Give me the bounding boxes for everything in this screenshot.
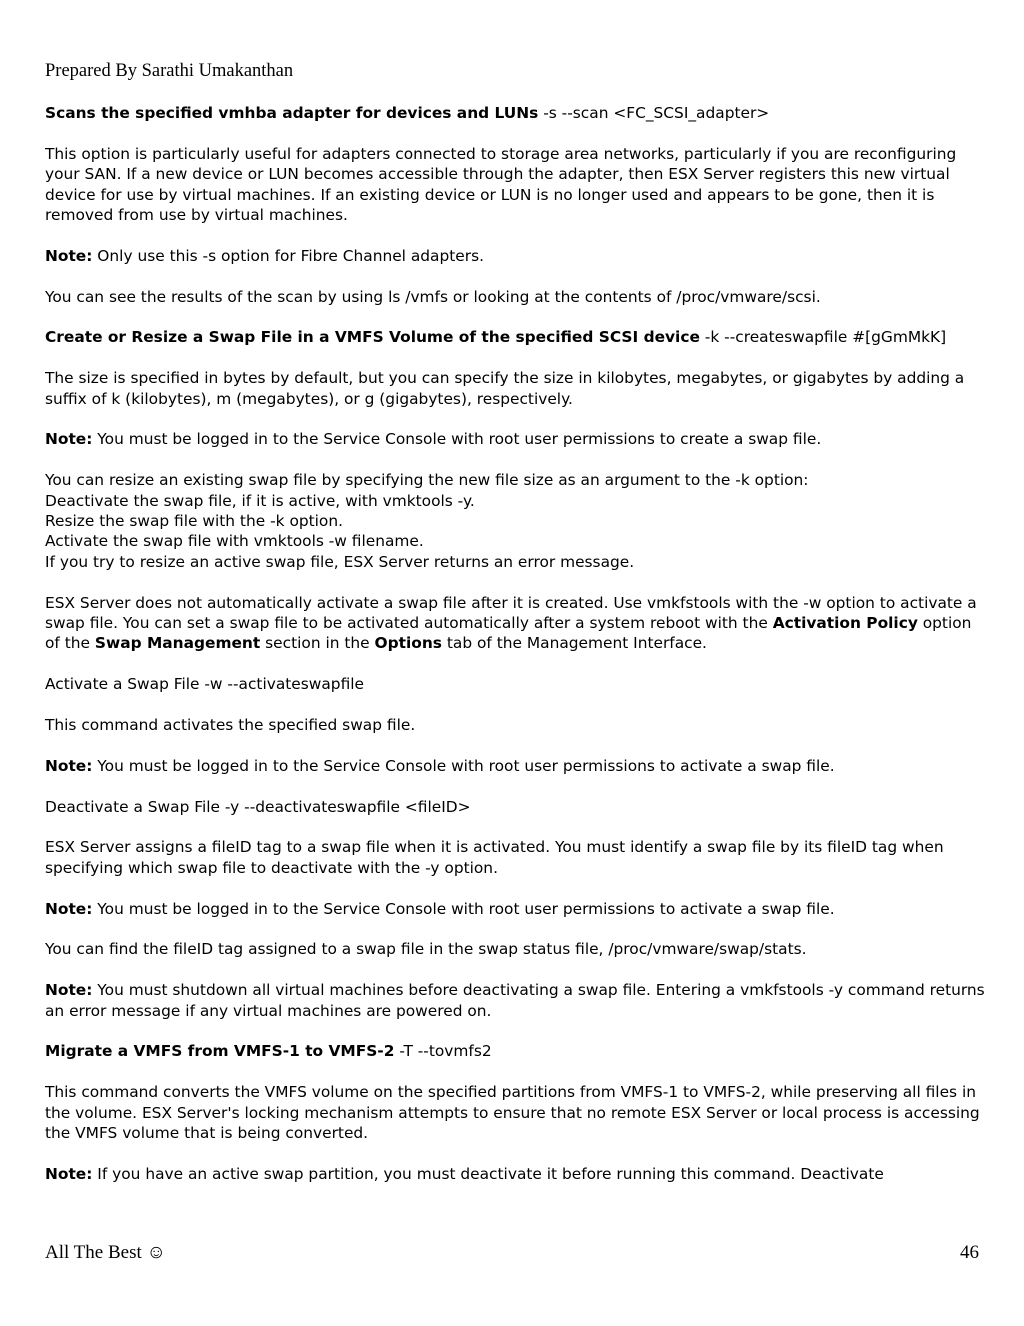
paragraph: ESX Server assigns a fileID tag to a swap file when it is activated. You must identify a swap file by its fileID tag when specifying which swap file to deactivate with the -y option. [45,838,944,877]
note-text: You must be logged in to the Service Console with root user permissions to activate a swap file. [92,899,835,918]
option-text: -T --tovmfs2 [394,1042,492,1061]
prepared-by-header: Prepared By Sarathi Umakanthan [45,61,294,81]
bold-term: Activation Policy [772,614,918,633]
note [45,756,990,776]
resize-line: You can resize an existing swap file by specifying the new file size as an argument to the -k option: [45,471,809,490]
paragraph: This command activates the specified swap file. [45,716,416,735]
page-number: 46 [960,1242,979,1263]
migrate-heading [45,1041,990,1061]
text-run: tab of the Management Interface. [441,634,707,653]
note-text: Only use this -s option for Fibre Channel adapters. [92,246,484,265]
resize-line: If you try to resize an active swap file, ESX Server returns an error message. [45,552,635,571]
paragraph: The size is specified in bytes by default, but you can specify the size in kilobytes, megabytes, or gigabytes by adding a suffix of k (kilobytes), m (megabytes), or g (gigabytes), respectively. [45,369,965,408]
note-text: You must be logged in to the Service Console with root user permissions to create a swap file. [92,430,822,449]
activation-paragraph [45,593,990,654]
note-label: Note: [45,899,93,918]
option-text: -s --scan <FC_SCSI_adapter> [538,104,770,122]
paragraph: This option is particularly useful for adapters connected to storage area networks, particularly if you are reconfiguring your SAN. If a new device or LUN becomes accessible through the adapter, then ESX Server registers this new virtual device for use by virtual machines. If an existing device or LUN is no longer used and appears to be gone, then it is removed from use by virtual machines. [45,144,957,225]
scan-heading [45,103,990,123]
bold-term: Swap Management [94,634,261,653]
note-text: If you have an active swap partition, you must deactivate it before running this command. Deactivate [92,1164,884,1183]
bold-term: Options [374,634,442,653]
deactivate-heading: Deactivate a Swap File -y --deactivateswapfile <fileID> [45,797,471,816]
text-run: option of the [45,614,972,653]
paragraph: You can see the results of the scan by using ls /vmfs or looking at the contents of /proc/vmware/scsi. [45,287,821,306]
activate-heading: Activate a Swap File -w --activateswapfile [45,675,365,694]
page-body [45,103,990,1205]
note-label: Note: [45,756,93,775]
note [45,899,990,919]
heading-text: Create or Resize a Swap File in a VMFS Volume of the specified SCSI device [45,328,700,347]
swap-file-heading [45,327,990,347]
note-label: Note: [45,1164,93,1183]
resize-line: Deactivate the swap file, if it is active, with vmktools -y. [45,491,475,510]
note [45,429,990,449]
text-run: section in the [260,634,375,653]
note-label: Note: [45,981,93,1000]
note-text: You must be logged in to the Service Console with root user permissions to activate a swap file. [92,756,835,775]
note [45,980,990,1021]
resize-steps [45,470,990,572]
resize-line: Resize the swap file with the -k option. [45,512,343,531]
paragraph: You can find the fileID tag assigned to a swap file in the swap status file, /proc/vmware/swap/stats. [45,940,807,959]
resize-line: Activate the swap file with vmktools -w filename. [45,532,424,551]
paragraph: This command converts the VMFS volume on the specified partitions from VMFS-1 to VMFS-2, while preserving all files in the volume. ESX Server's locking mechanism attempts to ensure that no remote ESX Server or local process is accessing the VMFS volume that is being converted. [45,1083,980,1143]
note-text: You must shutdown all virtual machines before deactivating a swap file. Entering a vmkfstools -y command returns an error message if any virtual machines are powered on. [45,981,985,1020]
note [45,1164,990,1184]
footer-text: All The Best ☺ [45,1242,166,1263]
note [45,246,990,266]
heading-text: Scans the specified vmhba adapter for devices and LUNs [45,104,539,122]
note-label: Note: [45,430,93,449]
heading-text: Migrate a VMFS from VMFS-1 to VMFS-2 [45,1042,395,1061]
note-label: Note: [45,246,93,265]
option-text: -k --createswapfile #[gGmMkK] [699,328,947,347]
text-run: ESX Server does not automatically activate a swap file after it is created. Use vmkfstools with the -w option to activate a swap file. You can set a swap file to be activated automatically after a system reboot with the [45,593,977,633]
